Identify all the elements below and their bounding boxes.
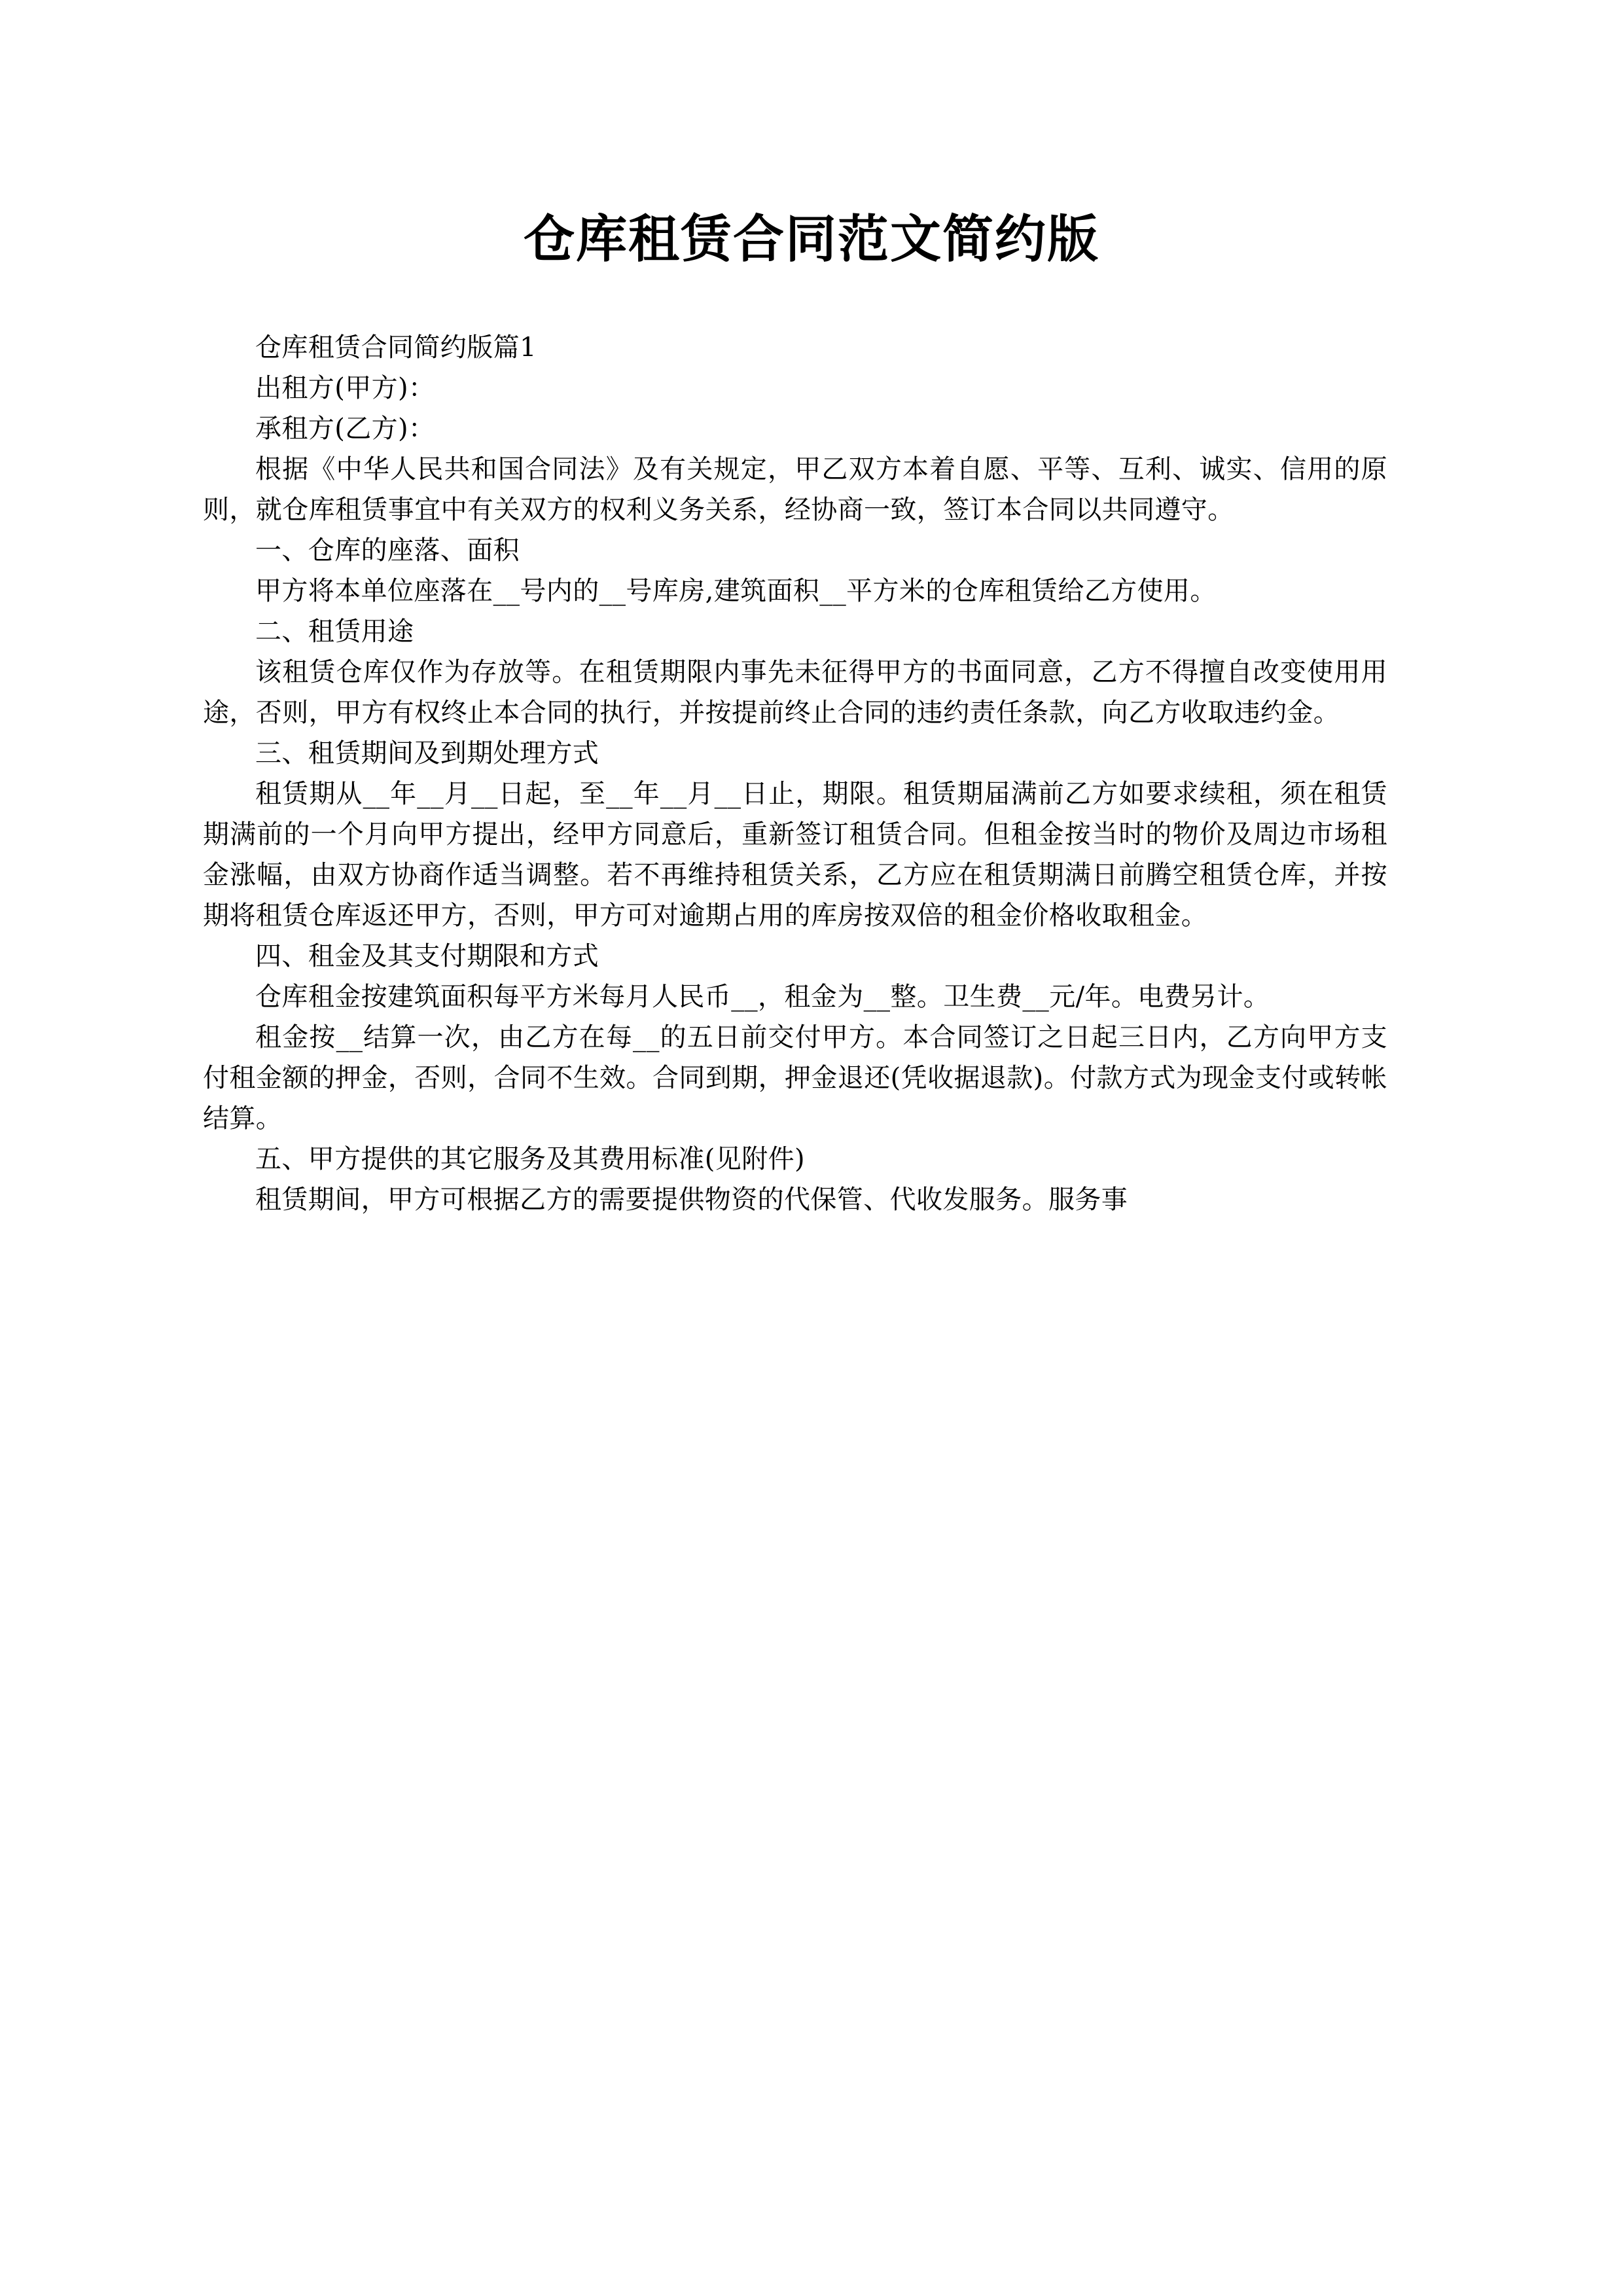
paragraph-usage: 该租赁仓库仅作为存放等。在租赁期限内事先未征得甲方的书面同意，乙方不得擅自改变使用用途，否则，甲方有权终止本合同的执行，并按提前终止合同的违约责任条款，向乙方收取违约金。 [203,657,1387,728]
paragraph-heading-1: 仓库租赁合同简约版篇1 [255,332,537,363]
paragraph-location: 甲方将本单位座落在__号内的__号库房,建筑面积__平方米的仓库租赁给乙方使用。 [255,576,1217,606]
paragraph-rent-rate: 仓库租金按建筑面积每平方米每月人民币__，租金为__整。卫生费__元/年。电费另计。 [255,982,1270,1012]
page-title: 仓库租赁合同范文简约版 [523,210,1099,270]
paragraph-term: 租赁期从__年__月__日起，至__年__月__日止，期限。租赁期届满前乙方如要求续租，须在租赁期满前的一个月向甲方提出，经甲方同意后，重新签订租赁合同。但租金按当时的物价及周边市场租金涨幅，由双方协商作适当调整。若不再维持租赁关系，乙方应在租赁期满日前腾空租赁仓库，并按期将租赁仓库返还甲方，否则，甲方可对逾期占用的库房按双倍的租金价格收取租金。 [203,779,1387,931]
paragraph-lessee: 承租方(乙方)： [255,414,435,444]
section-heading-three: 三、租赁期间及到期处理方式 [255,738,599,768]
section-heading-five: 五、甲方提供的其它服务及其费用标准(见附件) [255,1144,806,1174]
paragraph-payment: 租金按__结算一次，由乙方在每__的五日前交付甲方。本合同签订之日起三日内，乙方向甲方支付租金额的押金，否则，合同不生效。合同到期，押金退还(凭收据退款)。付款方式为现金支付或转帐结算。 [203,1022,1387,1134]
section-heading-one: 一、仓库的座落、面积 [255,535,520,565]
paragraph-preamble: 根据《中华人民共和国合同法》及有关规定，甲乙双方本着自愿、平等、互利、诚实、信用的原则，就仓库租赁事宜中有关双方的权利义务关系，经协商一致，签订本合同以共同遵守。 [203,454,1387,525]
section-heading-four: 四、租金及其支付期限和方式 [255,941,599,971]
document-body [203,327,1387,1220]
paragraph-services: 租赁期间，甲方可根据乙方的需要提供物资的代保管、代收发服务。服务事 [255,1185,1128,1215]
section-heading-two: 二、租赁用途 [255,617,414,647]
paragraph-lessor: 出租方(甲方)： [255,373,435,403]
